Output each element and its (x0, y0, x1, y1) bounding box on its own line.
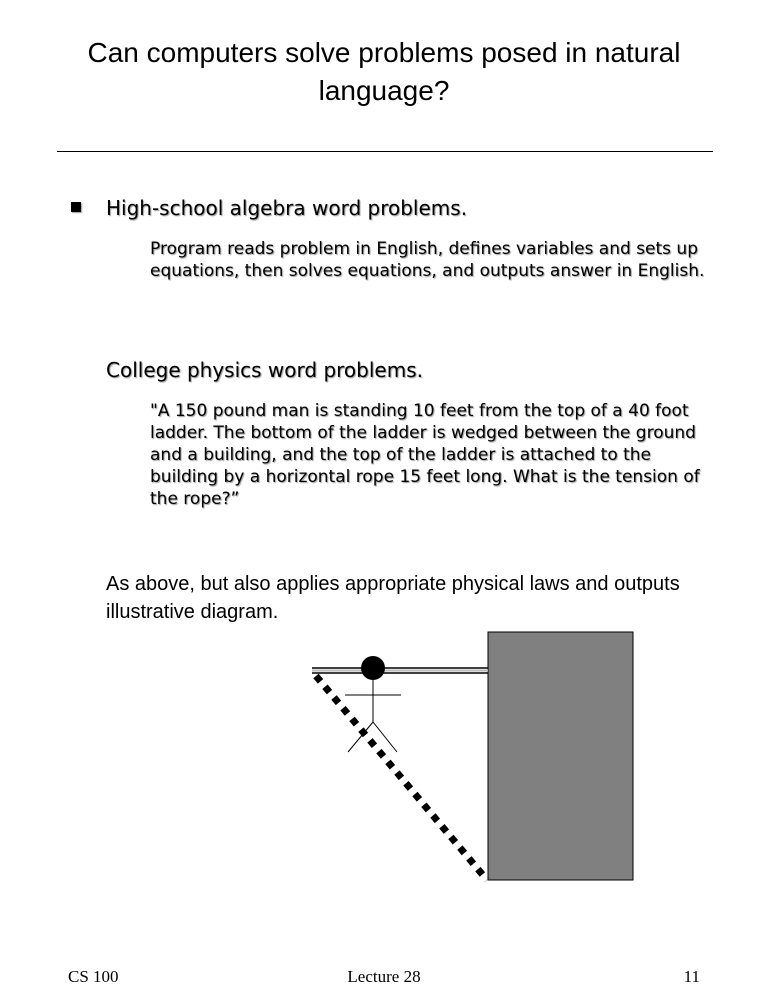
slide-title: Can computers solve problems posed in natural language? (87, 37, 681, 106)
closing-text: As above, but also applies appropriate physical laws and outputs illustrative diagram. (106, 573, 680, 623)
bullet-heading-physics: College physics word problems. (106, 358, 423, 382)
bullet-text-algebra: Program reads problem in English, defines variables and sets up equations, then solves equations, and outputs answer in English. (150, 239, 705, 281)
man-head (361, 656, 385, 680)
footer-page-number: 11 (683, 967, 700, 986)
horizontal-rope (312, 668, 488, 673)
footer-lecture: Lecture 28 (347, 967, 421, 986)
bullet-heading-algebra: High-school algebra word problems. (106, 196, 468, 220)
footer-course: CS 100 (68, 967, 119, 986)
bullet-text-physics: "A 150 pound man is standing 10 feet from the top of a 40 foot ladder. The bottom of the ladder is wedged between the ground and a building, and the top of the ladder is attached to the building by a horizontal rope 15 feet long. What is the tension of the rope?” (150, 401, 700, 509)
ladder (316, 676, 487, 880)
building (488, 632, 633, 880)
